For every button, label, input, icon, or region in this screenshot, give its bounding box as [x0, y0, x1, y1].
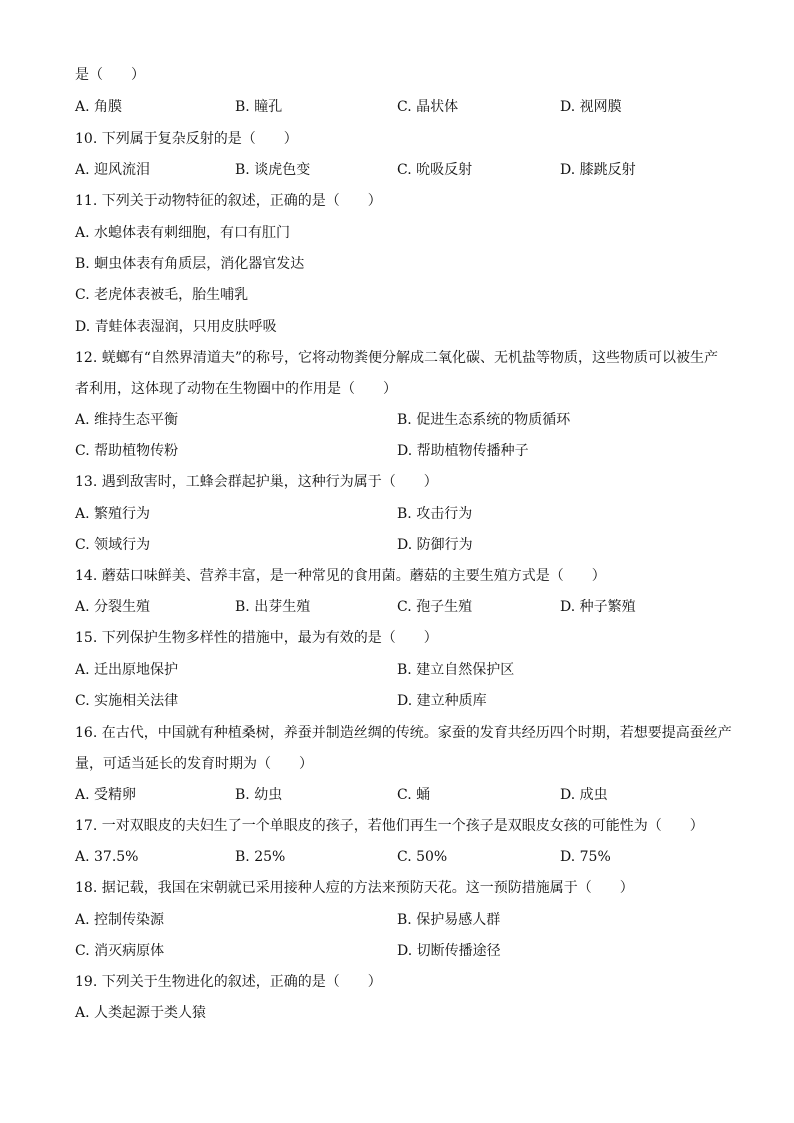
q14-option-d: D. 种子繁殖 — [560, 599, 636, 615]
q15-stem: 15. 下列保护生物多样性的措施中，最为有效的是（ ） — [75, 630, 438, 646]
q19-option-a: A. 人类起源于类人猿 — [75, 1005, 207, 1021]
q17-option-b: B. 25% — [235, 849, 286, 865]
q9-option-a: A. 角膜 — [75, 99, 123, 115]
q14-option-a: A. 分裂生殖 — [75, 599, 151, 615]
q18-stem: 18. 据记载，我国在宋朝就已采用接种人痘的方法来预防天花。这一预防措施属于（ ） — [75, 880, 634, 896]
q13-stem: 13. 遇到敌害时，工蜂会群起护巢，这种行为属于（ ） — [75, 474, 438, 490]
q9-option-d: D. 视网膜 — [560, 99, 622, 115]
q18-option-b: B. 保护易感人群 — [397, 912, 501, 928]
q18-option-a: A. 控制传染源 — [75, 912, 165, 928]
q13-options-row2 — [75, 536, 715, 554]
q17-options — [75, 848, 715, 866]
q17-option-d: D. 75% — [560, 849, 611, 865]
q16-options — [75, 786, 715, 804]
q16-stem-line1: 16. 在古代，中国就有种植桑树，养蚕并制造丝绸的传统。家蚕的发育共经历四个时期，若想要提高蚕丝产 — [75, 725, 732, 741]
q15-option-c: C. 实施相关法律 — [75, 693, 179, 709]
q16-option-d: D. 成虫 — [560, 787, 608, 803]
q16-option-b: B. 幼虫 — [235, 787, 283, 803]
q15-option-a: A. 迁出原地保护 — [75, 662, 179, 678]
q18-options-row2 — [75, 942, 715, 960]
q19-stem: 19. 下列关于生物进化的叙述，正确的是（ ） — [75, 974, 382, 990]
q12-options-row2 — [75, 442, 715, 460]
q14-stem: 14. 蘑菇口味鲜美、营养丰富，是一种常见的食用菌。蘑菇的主要生殖方式是（ ） — [75, 568, 606, 584]
q11-option-b: B. 蛔虫体表有角质层，消化器官发达 — [75, 256, 305, 272]
q15-option-d: D. 建立种质库 — [397, 693, 487, 709]
q12-option-a: A. 维持生态平衡 — [75, 412, 179, 428]
q13-option-c: C. 领域行为 — [75, 537, 151, 553]
q15-options-row1 — [75, 661, 715, 679]
q14-option-b: B. 出芽生殖 — [235, 599, 311, 615]
q9-option-c: C. 晶状体 — [397, 99, 459, 115]
q12-stem-line1: 12. 蜣螂有“自然界清道夫”的称号，它将动物粪便分解成二氧化碳、无机盐等物质，这些物质可以被生产 — [75, 350, 719, 366]
q11-option-a: A. 水螅体表有刺细胞，有口有肛门 — [75, 225, 291, 241]
q16-option-a: A. 受精卵 — [75, 787, 137, 803]
q9-option-b: B. 瞳孔 — [235, 99, 283, 115]
q12-option-b: B. 促进生态系统的物质循环 — [397, 412, 571, 428]
q10-options — [75, 161, 715, 179]
q16-option-c: C. 蛹 — [397, 787, 431, 803]
q9-options — [75, 98, 715, 116]
q16-stem-line2: 量，可适当延长的发育时期为（ ） — [75, 756, 313, 772]
q15-option-b: B. 建立自然保护区 — [397, 662, 515, 678]
q12-option-c: C. 帮助植物传粉 — [75, 443, 179, 459]
q11-option-c: C. 老虎体表被毛，胎生哺乳 — [75, 287, 249, 303]
q10-option-d: D. 膝跳反射 — [560, 162, 636, 178]
q10-option-c: C. 吮吸反射 — [397, 162, 473, 178]
q14-options — [75, 598, 715, 616]
q10-option-b: B. 谈虎色变 — [235, 162, 311, 178]
q13-option-d: D. 防御行为 — [397, 537, 473, 553]
q11-stem: 11. 下列关于动物特征的叙述，正确的是（ ） — [75, 193, 382, 209]
q17-option-a: A. 37.5% — [75, 849, 139, 865]
q18-option-c: C. 消灭病原体 — [75, 943, 165, 959]
q14-option-c: C. 孢子生殖 — [397, 599, 473, 615]
q15-options-row2 — [75, 692, 715, 710]
q12-stem-line2: 者利用，这体现了动物在生物圈中的作用是（ ） — [75, 381, 397, 397]
q11-option-d: D. 青蛙体表湿润，只用皮肤呼吸 — [75, 319, 277, 335]
q9-stem: 是（ ） — [75, 67, 145, 83]
q10-option-a: A. 迎风流泪 — [75, 162, 151, 178]
q12-options-row1 — [75, 411, 715, 429]
q17-stem: 17. 一对双眼皮的夫妇生了一个单眼皮的孩子，若他们再生一个孩子是双眼皮女孩的可能性为（ ） — [75, 818, 704, 834]
q10-stem: 10. 下列属于复杂反射的是（ ） — [75, 131, 298, 147]
q13-option-a: A. 繁殖行为 — [75, 506, 151, 522]
q18-option-d: D. 切断传播途径 — [397, 943, 501, 959]
q13-options-row1 — [75, 505, 715, 523]
q12-option-d: D. 帮助植物传播种子 — [397, 443, 529, 459]
q13-option-b: B. 攻击行为 — [397, 506, 473, 522]
q18-options-row1 — [75, 911, 715, 929]
q17-option-c: C. 50% — [397, 849, 448, 865]
